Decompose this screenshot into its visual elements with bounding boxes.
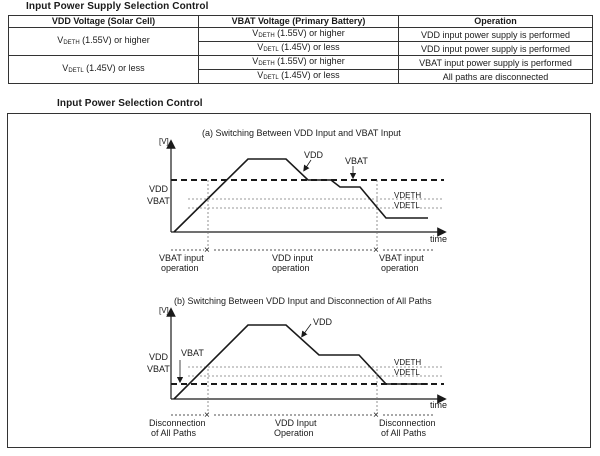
diagram-a-phase-2-line-1: VDD input [272, 253, 314, 263]
diagram-a-title: (a) Switching Between VDD Input and VBAT Input [202, 128, 401, 138]
diagram-b-vdd-curve [174, 325, 428, 399]
diagram-a-time-label: time [430, 234, 448, 244]
column-header-vdd: VDD Voltage (Solar Cell) [9, 16, 199, 28]
diagram-a-vdd-label: VDD [149, 184, 169, 194]
diagram-b-vbat-callout: VBAT [181, 348, 204, 358]
vbat-voltage-cell: $V_{DETH}$ (1.55V) or higher [199, 56, 399, 70]
column-header-operation: Operation [399, 16, 593, 28]
column-header-vbat: VBAT Voltage (Primary Battery) [199, 16, 399, 28]
power-supply-selection-table [8, 15, 593, 84]
vbat-voltage-cell: $V_{DETH}$ (1.55V) or higher [199, 28, 399, 42]
diagram-b-title: (b) Switching Between VDD Input and Disconnection of All Paths [174, 296, 432, 306]
diagram-a-phase-3-line-2: operation [381, 263, 419, 273]
diagram-b-vdd-callout: VDD [313, 317, 333, 327]
timing-diagram-frame [7, 113, 591, 448]
diagram-a-vbat-callout: VBAT [345, 156, 368, 166]
diagram-b-vbat-label: VBAT [147, 364, 170, 374]
diagram-b-phase-1-line-1: Disconnection [149, 418, 206, 428]
diagram-a-vdd-curve [174, 159, 428, 232]
timing-diagrams [8, 114, 590, 447]
diagram-b-switch-mark-2: × [373, 410, 379, 421]
diagram-a-vdeth-label: VDETH [394, 191, 422, 200]
operation-cell: VBAT input power supply is performed [399, 56, 593, 70]
table-row [9, 56, 593, 70]
diagram-a-phase-1-line-2: operation [161, 263, 199, 273]
vdd-voltage-cell: $V_{DETL}$ (1.45V) or less [9, 56, 199, 84]
diagram-a-phase-2-line-2: operation [272, 263, 310, 273]
diagram-a-switch-mark-1: × [204, 245, 210, 256]
diagram-b-time-label: time [430, 400, 448, 410]
operation-cell: All paths are disconnected [399, 70, 593, 84]
diagram-a-phase-3-line-1: VBAT input [379, 253, 424, 263]
diagram-b [147, 296, 447, 438]
vbat-voltage-cell: $V_{DETL}$ (1.45V) or less [199, 42, 399, 56]
diagram-b-vdetl-label: VDETL [394, 368, 420, 377]
vdd-voltage-cell: $V_{DETH}$ (1.55V) or higher [9, 28, 199, 56]
diagram-a-vdd-callout: VDD [304, 150, 324, 160]
diagram-b-phase-3-line-2: of All Paths [381, 428, 427, 438]
diagram-b-vdd-label: VDD [149, 352, 169, 362]
diagram-a-vdetl-label: VDETL [394, 201, 420, 210]
diagram-b-phase-2-line-2: Operation [274, 428, 314, 438]
diagram-a-phase-1-line-1: VBAT input [159, 253, 204, 263]
diagram-a-unit: [V] [159, 137, 169, 146]
diagram-a-switch-mark-2: × [373, 245, 379, 256]
diagram-b-switch-mark-1: × [204, 410, 210, 421]
diagram-b-phase-2-line-1: VDD Input [275, 418, 317, 428]
diagram-b-vdd-arrow [303, 324, 311, 335]
operation-cell: VDD input power supply is performed [399, 42, 593, 56]
operation-cell: VDD input power supply is performed [399, 28, 593, 42]
diagram-b-phase-3-line-1: Disconnection [379, 418, 436, 428]
vbat-voltage-cell: $V_{DETL}$ (1.45V) or less [199, 70, 399, 84]
diagram-a [147, 128, 447, 273]
diagram-a-vdd-arrow [305, 160, 311, 169]
table-row [9, 28, 593, 42]
diagram-b-phase-1-line-2: of All Paths [151, 428, 197, 438]
table-title: Input Power Supply Selection Control [26, 1, 209, 12]
table-header-row [9, 16, 593, 28]
diagram-b-vdeth-label: VDETH [394, 358, 422, 367]
diagram-a-vbat-label: VBAT [147, 196, 170, 206]
diagram-b-unit: [V] [159, 306, 169, 315]
figure-title: Input Power Selection Control [57, 98, 203, 109]
